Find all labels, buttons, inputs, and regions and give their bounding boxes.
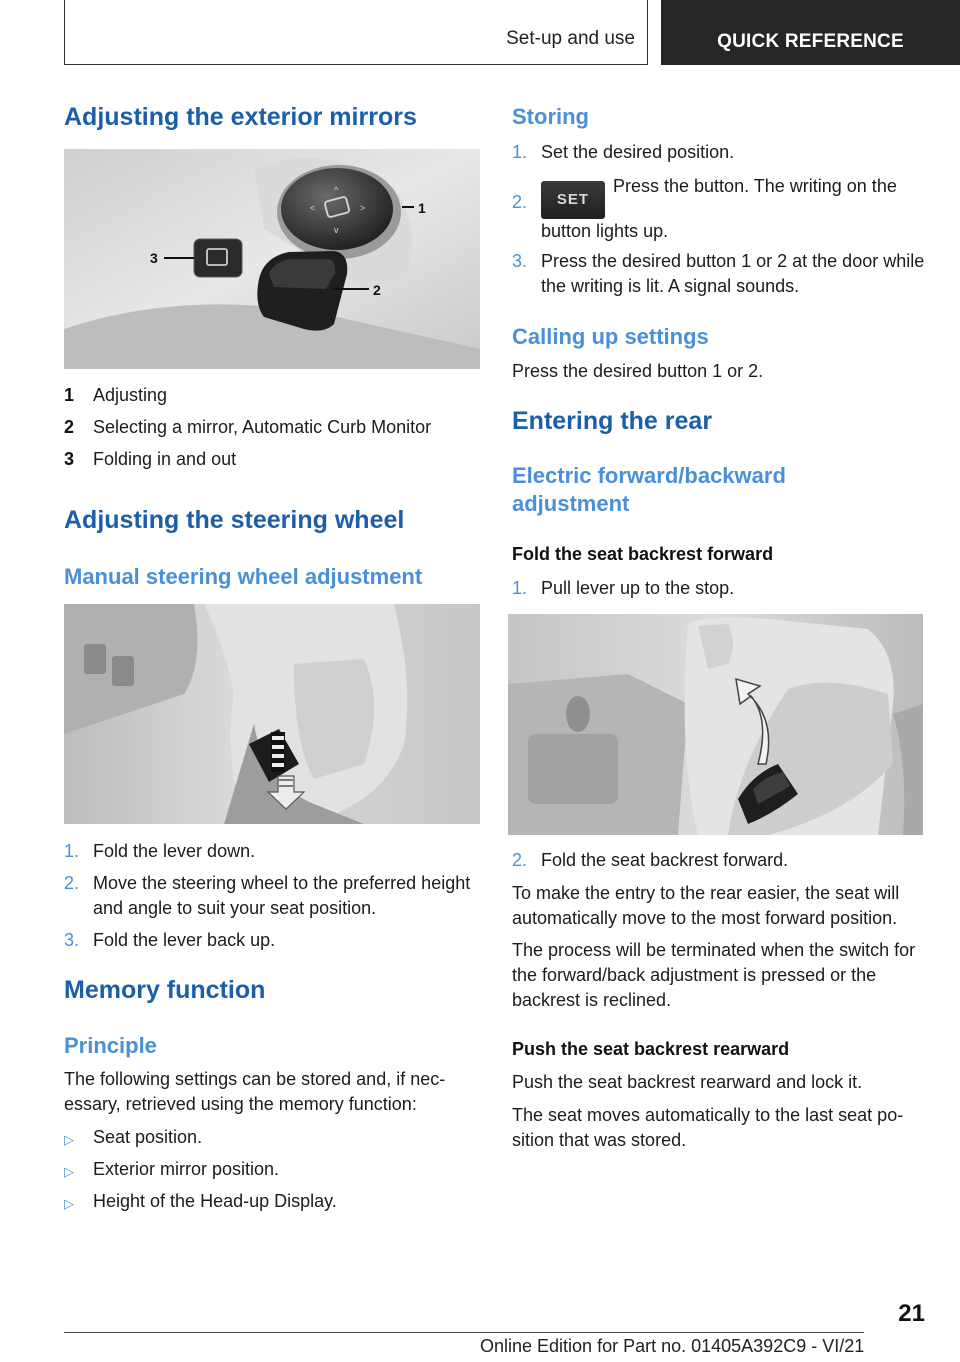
tab-label: QUICK REFERENCE — [717, 30, 904, 52]
heading-electric-adjustment: Electric forward/backward adjustment — [512, 463, 786, 516]
entry-text: To make the entry to the rear easier, the seat will automatically move to the most forward position. — [512, 883, 900, 928]
triangle-bullet-icon: ▷ — [64, 1196, 74, 1211]
quick-reference-tab[interactable] — [661, 0, 960, 65]
heading-storing: Storing — [512, 104, 589, 129]
mirror-callout-1: 1 — [418, 200, 426, 216]
footer-edition: Online Edition for Part no. 01405A392C9 - VI/21 — [480, 1336, 865, 1356]
terminate-text: The process will be terminated when the switch for the forward/back adjustment is pressed or the backrest is reclined. — [512, 940, 916, 1010]
heading-steering-wheel: Adjusting the steering wheel — [64, 506, 405, 534]
mirror-controls-figure — [64, 149, 480, 369]
heading-exterior-mirrors: Adjusting the exterior mirrors — [64, 103, 417, 131]
header-section-title: Set-up and use — [506, 28, 635, 49]
svg-text:>: > — [360, 203, 366, 213]
triangle-bullet-icon: ▷ — [64, 1132, 74, 1147]
heading-fold-backrest: Fold the seat backrest forward — [512, 544, 774, 564]
heading-calling-up-settings: Calling up settings — [512, 324, 709, 349]
heading-push-backrest: Push the seat backrest rearward — [512, 1039, 790, 1059]
svg-text:<: < — [310, 203, 316, 213]
moves-text: The seat moves automatically to the last seat po-sition that was stored. — [512, 1105, 904, 1150]
principle-text: The following settings can be stored and, if nec-essary, retrieved using the memory function: — [64, 1069, 446, 1114]
header-frame — [64, 0, 648, 65]
heading-manual-steering: Manual steering wheel adjustment — [64, 564, 423, 589]
svg-text:v: v — [334, 225, 339, 235]
footer-divider — [64, 1332, 864, 1333]
set-button-icon: SET — [541, 181, 605, 219]
heading-memory-function: Memory function — [64, 976, 266, 1004]
calling-text: Press the desired button 1 or 2. — [512, 361, 764, 381]
heading-entering-rear: Entering the rear — [512, 407, 713, 435]
steering-lever-figure — [64, 604, 480, 824]
push-text: Push the seat backrest rearward and lock it. — [512, 1072, 863, 1092]
seat-lever-figure — [508, 614, 923, 835]
heading-principle: Principle — [64, 1033, 157, 1058]
page-number: 21 — [898, 1300, 925, 1327]
svg-text:^: ^ — [334, 185, 339, 195]
mirror-callout-3: 3 — [150, 250, 158, 266]
triangle-bullet-icon: ▷ — [64, 1164, 74, 1179]
mirror-callout-2: 2 — [373, 282, 381, 298]
